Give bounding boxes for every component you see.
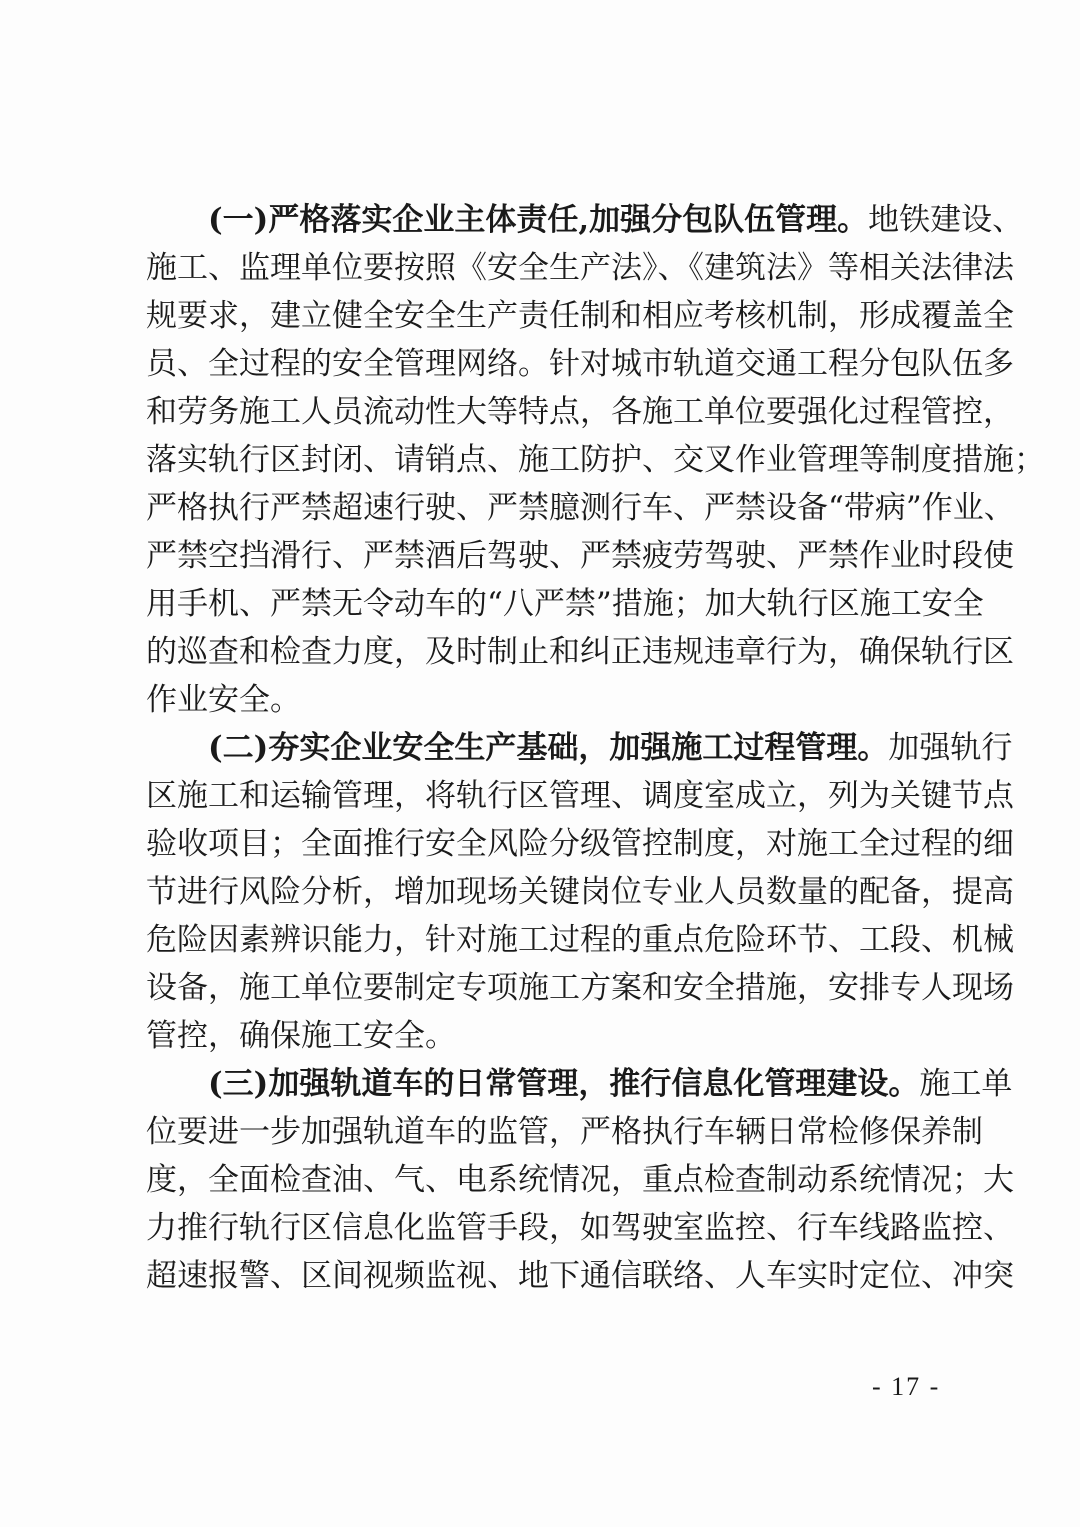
text-line: 区施工和运输管理，将轨行区管理、调度室成立，列为关键节点	[146, 778, 1014, 814]
text-line: 施工、监理单位要按照《安全生产法》、《建筑法》等相关法律法	[146, 250, 1014, 286]
text-line: 员、全过程的安全管理网络。针对城市轨道交通工程分包队伍多	[146, 346, 1014, 382]
paragraph-text: 加强轨行	[888, 730, 1013, 766]
text-line: 作业安全。	[146, 682, 301, 718]
text-line: 严格执行严禁超速行驶、严禁臆测行车、严禁设备“带病”作业、	[146, 490, 1015, 526]
text-line: 的巡查和检查力度，及时制止和纠正违规违章行为，确保轨行区	[146, 634, 1014, 670]
text-line: 危险因素辨识能力，针对施工过程的重点危险环节、工段、机械	[146, 922, 1014, 958]
text-line: 落实轨行区封闭、请销点、施工防护、交叉作业管理等制度措施；	[146, 442, 1045, 478]
text-line: 管控，确保施工安全。	[146, 1018, 456, 1054]
text-line: 和劳务施工人员流动性大等特点，各施工单位要强化过程管控，	[146, 394, 1014, 430]
text-line: 验收项目；全面推行安全风险分级管控制度，对施工全过程的细	[146, 826, 1014, 862]
text-line: 严禁空挡滑行、严禁酒后驾驶、严禁疲劳驾驶、严禁作业时段使	[146, 538, 1014, 574]
body-text	[146, 196, 1045, 1300]
text-line: 节进行风险分析，增加现场关键岗位专业人员数量的配备，提高	[146, 874, 1014, 910]
paragraph-2-first-line	[146, 724, 1013, 772]
paragraph-1-first-line	[146, 196, 1024, 244]
paragraph-3-first-line	[146, 1060, 1013, 1108]
text-line: 规要求，建立健全安全生产责任制和相应考核机制，形成覆盖全	[146, 298, 1014, 334]
text-line: 力推行轨行区信息化监管手段，如驾驶室监控、行车线路监控、	[146, 1210, 1014, 1246]
text-line: 超速报警、区间视频监视、地下通信联络、人车实时定位、冲突	[146, 1258, 1014, 1294]
text-line: 位要进一步加强轨道车的监管，严格执行车辆日常检修保养制	[146, 1114, 983, 1150]
text-line: 度，全面检查油、气、电系统情况，重点检查制动系统情况；大	[146, 1162, 1014, 1198]
text-line: 用手机、严禁无令动车的“八严禁”措施；加大轨行区施工安全	[146, 586, 984, 622]
page-number: - 17 -	[872, 1372, 941, 1401]
section-heading-3: (三)加强轨道车的日常管理，推行信息化管理建设。	[208, 1066, 920, 1102]
paragraph-text: 施工单	[919, 1066, 1013, 1102]
paragraph-text: 地铁建设、	[868, 202, 1024, 238]
section-heading-2: (二)夯实企业安全生产基础，加强施工过程管理。	[208, 730, 889, 766]
text-line: 设备，施工单位要制定专项施工方案和安全措施，安排专人现场	[146, 970, 1014, 1006]
section-heading-1: (一)严格落实企业主体责任,加强分包队伍管理。	[208, 202, 869, 238]
